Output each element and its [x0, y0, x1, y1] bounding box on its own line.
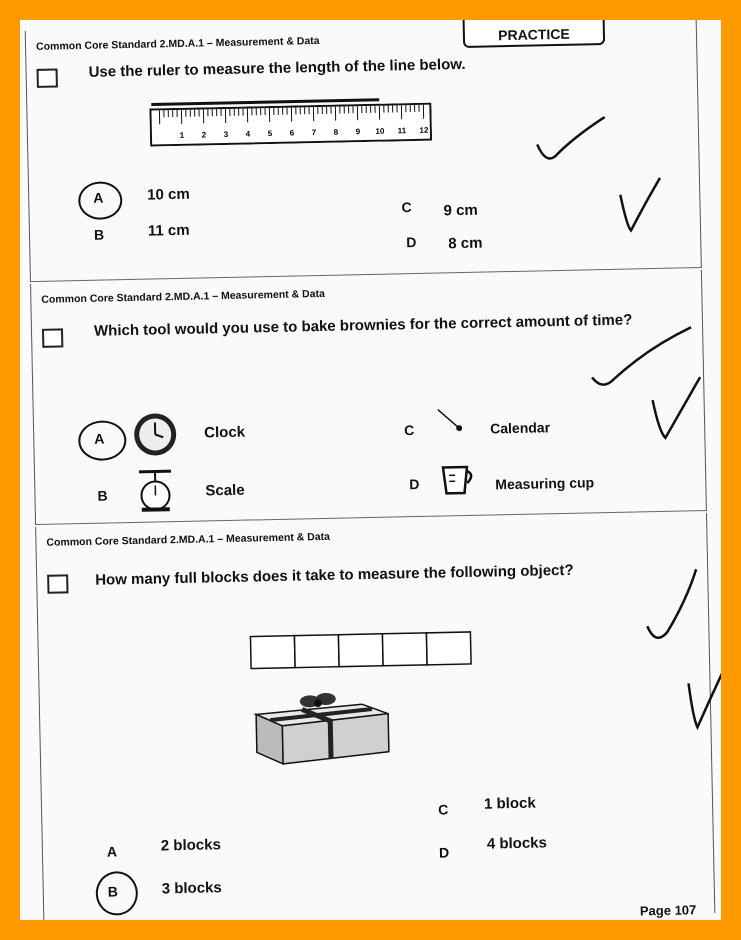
- option-a-text[interactable]: 2 blocks: [160, 836, 222, 855]
- option-d-text[interactable]: Measuring cup: [495, 474, 595, 493]
- option-b-text[interactable]: Scale: [205, 481, 245, 500]
- option-b-letter: B: [107, 883, 119, 900]
- question-3-checkbox[interactable]: [47, 574, 68, 593]
- standard-label: Common Core Standard 2.MD.A.1 – Measurement & Data: [46, 530, 331, 549]
- question-2-checkbox[interactable]: [42, 328, 63, 347]
- ruler-number: 11: [397, 126, 407, 136]
- option-c-letter: C: [404, 422, 415, 439]
- option-a-letter: A: [106, 843, 118, 860]
- question-3-section: [35, 513, 715, 920]
- question-1-checkbox[interactable]: [37, 68, 58, 87]
- ruler-number: 8: [333, 127, 339, 137]
- checkmark-icon: [533, 113, 614, 175]
- gift-box-icon: [251, 682, 393, 769]
- checkmark-icon: [648, 373, 705, 444]
- option-c-letter: C: [401, 199, 412, 216]
- checkmark-icon: [642, 565, 704, 646]
- question-1-text: Use the ruler to measure the length of the line below.: [88, 55, 466, 81]
- ruler-number: 10: [375, 126, 385, 136]
- worksheet-sheet: [20, 20, 721, 920]
- checkmark-icon: [614, 174, 665, 235]
- option-d-letter: D: [406, 233, 417, 251]
- ruler-number: 1: [179, 130, 185, 140]
- ruler-number: 4: [245, 129, 251, 139]
- option-a-letter: A: [93, 189, 104, 206]
- ruler-number: 6: [289, 128, 295, 138]
- ruler-number: 3: [223, 129, 229, 139]
- ruler-number: 7: [311, 128, 317, 138]
- page-number: Page 107: [639, 902, 697, 919]
- practice-badge: PRACTICE: [462, 20, 605, 48]
- option-b-text[interactable]: 3 blocks: [161, 879, 222, 898]
- measuring-cup-icon: [437, 461, 478, 498]
- option-b-letter: B: [97, 487, 108, 504]
- ruler-number: 2: [201, 130, 207, 140]
- option-c-text[interactable]: 9 cm: [443, 201, 478, 220]
- ruler-number: 5: [267, 128, 273, 139]
- option-c-text[interactable]: Calendar: [489, 419, 551, 437]
- measuring-blocks: [248, 630, 475, 671]
- option-b-text[interactable]: 11 cm: [147, 221, 190, 240]
- scale-icon: [133, 467, 178, 514]
- option-d-letter: D: [409, 475, 420, 493]
- standard-label: Common Core Standard 2.MD.A.1 – Measurement & Data: [41, 287, 325, 306]
- option-a-letter: A: [94, 430, 105, 447]
- question-2-text: Which tool would you use to bake brownies for the correct amount of time?: [93, 311, 633, 340]
- ruler-number: 9: [355, 127, 361, 137]
- ruler-icon: [149, 103, 432, 147]
- option-a-text[interactable]: 10 cm: [147, 185, 190, 204]
- ruler-number: 12: [419, 125, 429, 135]
- worksheet-page: [20, 20, 721, 920]
- option-c-letter: C: [437, 801, 449, 818]
- option-a-text[interactable]: Clock: [204, 423, 246, 442]
- checkmark-icon: [684, 652, 721, 733]
- option-d-text[interactable]: 8 cm: [448, 234, 483, 253]
- clock-icon: [132, 411, 179, 458]
- question-3-text: How many full blocks does it take to measure the following object?: [95, 561, 574, 589]
- option-d-letter: D: [438, 844, 450, 861]
- option-d-text[interactable]: 4 blocks: [486, 834, 548, 853]
- option-c-text[interactable]: 1 block: [483, 794, 536, 813]
- option-b-letter: B: [93, 226, 105, 243]
- thermometer-icon: [434, 405, 465, 436]
- question-2-section: [30, 270, 707, 525]
- standard-label: Common Core Standard 2.MD.A.1 – Measurement & Data: [35, 34, 320, 53]
